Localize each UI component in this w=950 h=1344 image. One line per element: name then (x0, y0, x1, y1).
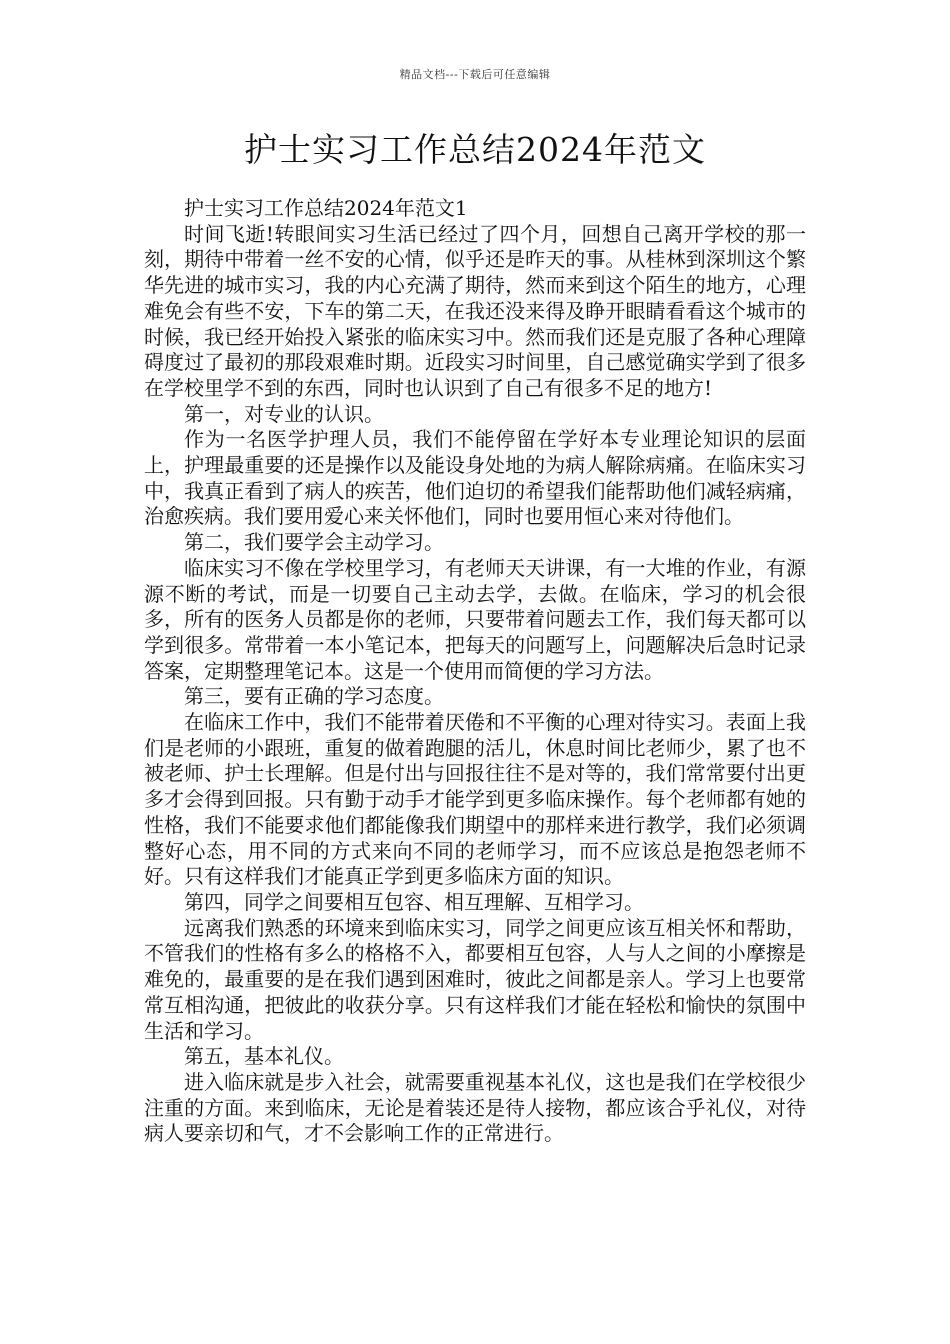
paragraph: 进入临床就是步入社会，就需要重视基本礼仪，这也是我们在学校很少注重的方面。来到临床，无论是着装还是待人接物，都应该合乎礼仪，对待病人要亲切和气，才不会影响工作的正常进行。 (144, 1069, 806, 1146)
paragraph: 时间飞逝!转眼间实习生活已经过了四个月，回想自己离开学校的那一刻，期待中带着一丝不安的心情，似乎还是昨天的事。从桂林到深圳这个繁华先进的城市实习，我的内心充满了期待，然而来到这个陌生的地方，心理难免会有些不安，下车的第二天，在我还没来得及睁开眼睛看看这个城市的时候，我已经开始投入紧张的临床实习中。然而我们还是克服了各种心理障碍度过了最初的那段艰难时期。近段实习时间里，自己感觉确实学到了很多在学校里学不到的东西，同时也认识到了自己有很多不足的地方! (144, 221, 806, 400)
paragraph: 远离我们熟悉的环境来到临床实习，同学之间更应该互相关怀和帮助，不管我们的性格有多么的格格不入，都要相互包容，人与人之间的小摩擦是难免的，最重要的是在我们遇到困难时，彼此之间都是亲人。学习上也要常常互相沟通，把彼此的收获分享。只有这样我们才能在轻松和愉快的氛围中生活和学习。 (144, 915, 806, 1043)
document-title: 护士实习工作总结2024年范文 (244, 130, 706, 169)
section-heading: 护士实习工作总结2024年范文1 (184, 196, 468, 220)
section-heading: 第二，我们要学会主动学习。 (184, 530, 444, 555)
section-heading: 第三，要有正确的学习态度。 (184, 684, 444, 709)
section-heading: 第四，同学之间要相互包容、相互理解、互相学习。 (184, 889, 644, 914)
header-note: 精品文档---下载后可任意编辑 (399, 68, 551, 81)
section-heading: 第一，对专业的认识。 (184, 401, 384, 426)
section-heading: 第五，基本礼仪。 (184, 1044, 344, 1069)
paragraph: 作为一名医学护理人员，我们不能停留在学好本专业理论知识的层面上，护理最重要的还是操作以及能设身处地的为病人解除病痛。在临床实习中，我真正看到了病人的疾苦，他们迫切的希望我们能帮助他们减轻病痛，治愈疾病。我们要用爱心来关怀他们，同时也要用恒心来对待他们。 (144, 427, 806, 529)
paragraph: 在临床工作中，我们不能带着厌倦和不平衡的心理对待实习。表面上我们是老师的小跟班，重复的做着跑腿的活儿，休息时间比老师少，累了也不被老师、护士长理解。但是付出与回报往往不是对等的，我们常常要付出更多才会得到回报。只有勤于动手才能学到更多临床操作。每个老师都有她的性格，我们不能要求他们都能像我们期望中的那样来进行教学，我们必须调整好心态，用不同的方式来向不同的老师学习，而不应该总是抱怨老师不好。只有这样我们才能真正学到更多临床方面的知识。 (144, 710, 806, 889)
document-body (144, 196, 806, 1147)
paragraph: 临床实习不像在学校里学习，有老师天天讲课，有一大堆的作业，有源源不断的考试，而是一切要自己主动去学，去做。在临床，学习的机会很多，所有的医务人员都是你的老师，只要带着问题去工作，我们每天都可以学到很多。常带着一本小笔记本，把每天的问题写上，问题解决后急时记录答案，定期整理笔记本。这是一个使用而简便的学习方法。 (144, 555, 806, 683)
